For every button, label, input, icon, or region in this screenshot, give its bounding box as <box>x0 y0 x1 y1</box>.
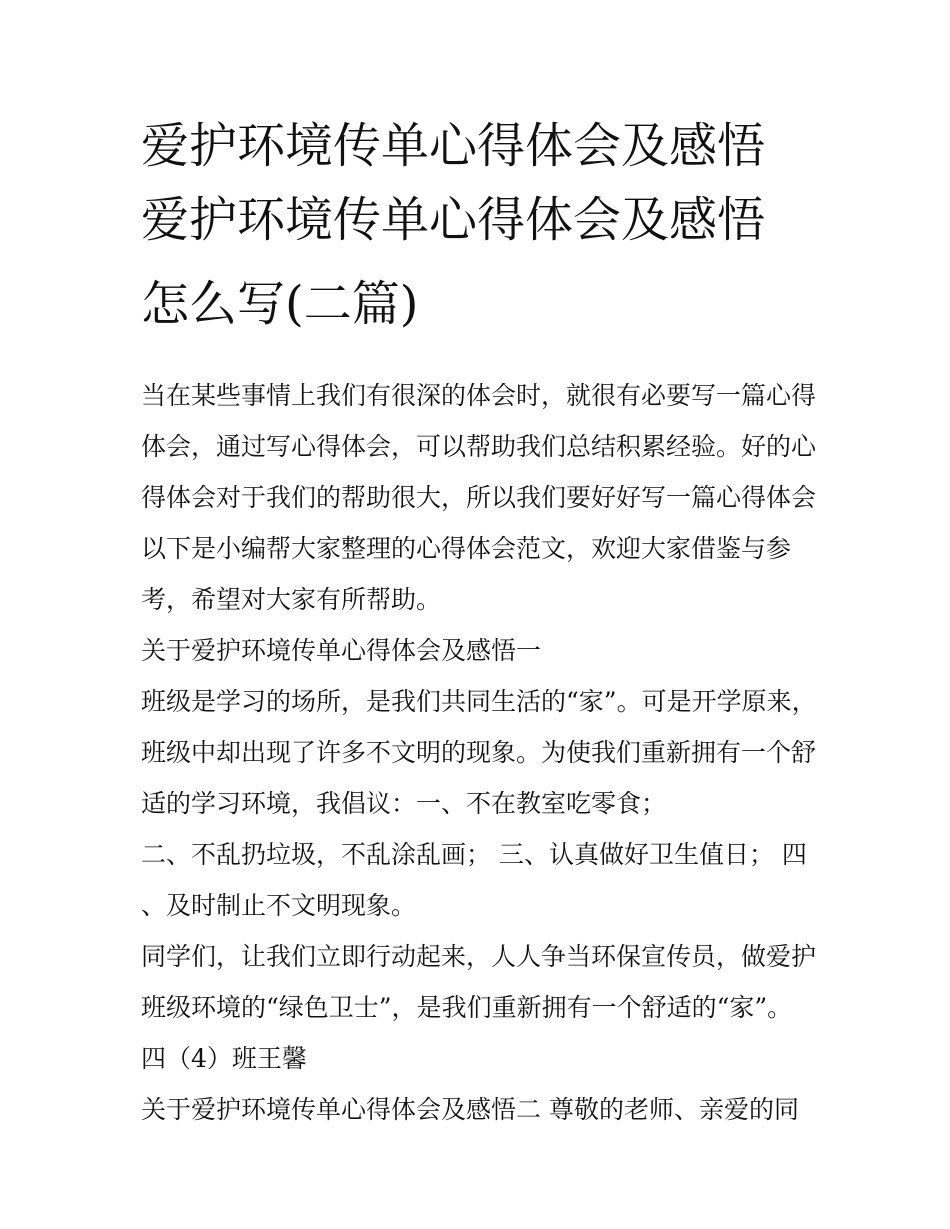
body-line: 班级环境的“绿色卫士”，是我们重新拥有一个舒适的“家”。 <box>141 993 793 1022</box>
body-line: 适的学习环境，我倡议：一、不在教室吃零食； <box>141 789 667 818</box>
intro-line: 当在某些事情上我们有很深的体会时，就很有必要写一篇心得 <box>141 381 817 410</box>
document-title <box>141 116 813 358</box>
title-line: 爱护环境传单心得体会及感悟 <box>141 192 766 248</box>
title-line: 爱护环境传单心得体会及感悟 <box>141 118 766 174</box>
body-line: 二、不乱扔垃圾，不乱涂乱画； 三、认真做好卫生值日； 四 <box>141 840 807 869</box>
intro-line: 考，希望对大家有所帮助。 <box>141 585 442 614</box>
section-heading: 关于爱护环境传单心得体会及感悟二 尊敬的老师、亲爱的同 <box>141 1095 799 1124</box>
signature-line: 四（4）班王馨 <box>141 1044 307 1073</box>
body-line: 、及时制止不文明现象。 <box>141 891 417 920</box>
intro-line: 体会，通过写心得体会，可以帮助我们总结积累经验。好的心 <box>141 432 817 461</box>
section-heading: 关于爱护环境传单心得体会及感悟一 <box>141 636 542 665</box>
title-line: 怎么写(二篇) <box>141 276 419 332</box>
body-line: 班级中却出现了许多不文明的现象。为使我们重新拥有一个舒 <box>141 738 817 767</box>
document-body <box>141 380 817 1145</box>
body-line: 同学们，让我们立即行动起来，人人争当环保宣传员，做爱护 <box>141 942 817 971</box>
intro-line: 以下是小编帮大家整理的心得体会范文，欢迎大家借鉴与参 <box>141 534 792 563</box>
body-line: 班级是学习的场所，是我们共同生活的“家”。可是开学原来， <box>141 687 817 716</box>
intro-line: 得体会对于我们的帮助很大，所以我们要好好写一篇心得体会 <box>141 483 817 512</box>
document-page <box>141 116 817 1145</box>
